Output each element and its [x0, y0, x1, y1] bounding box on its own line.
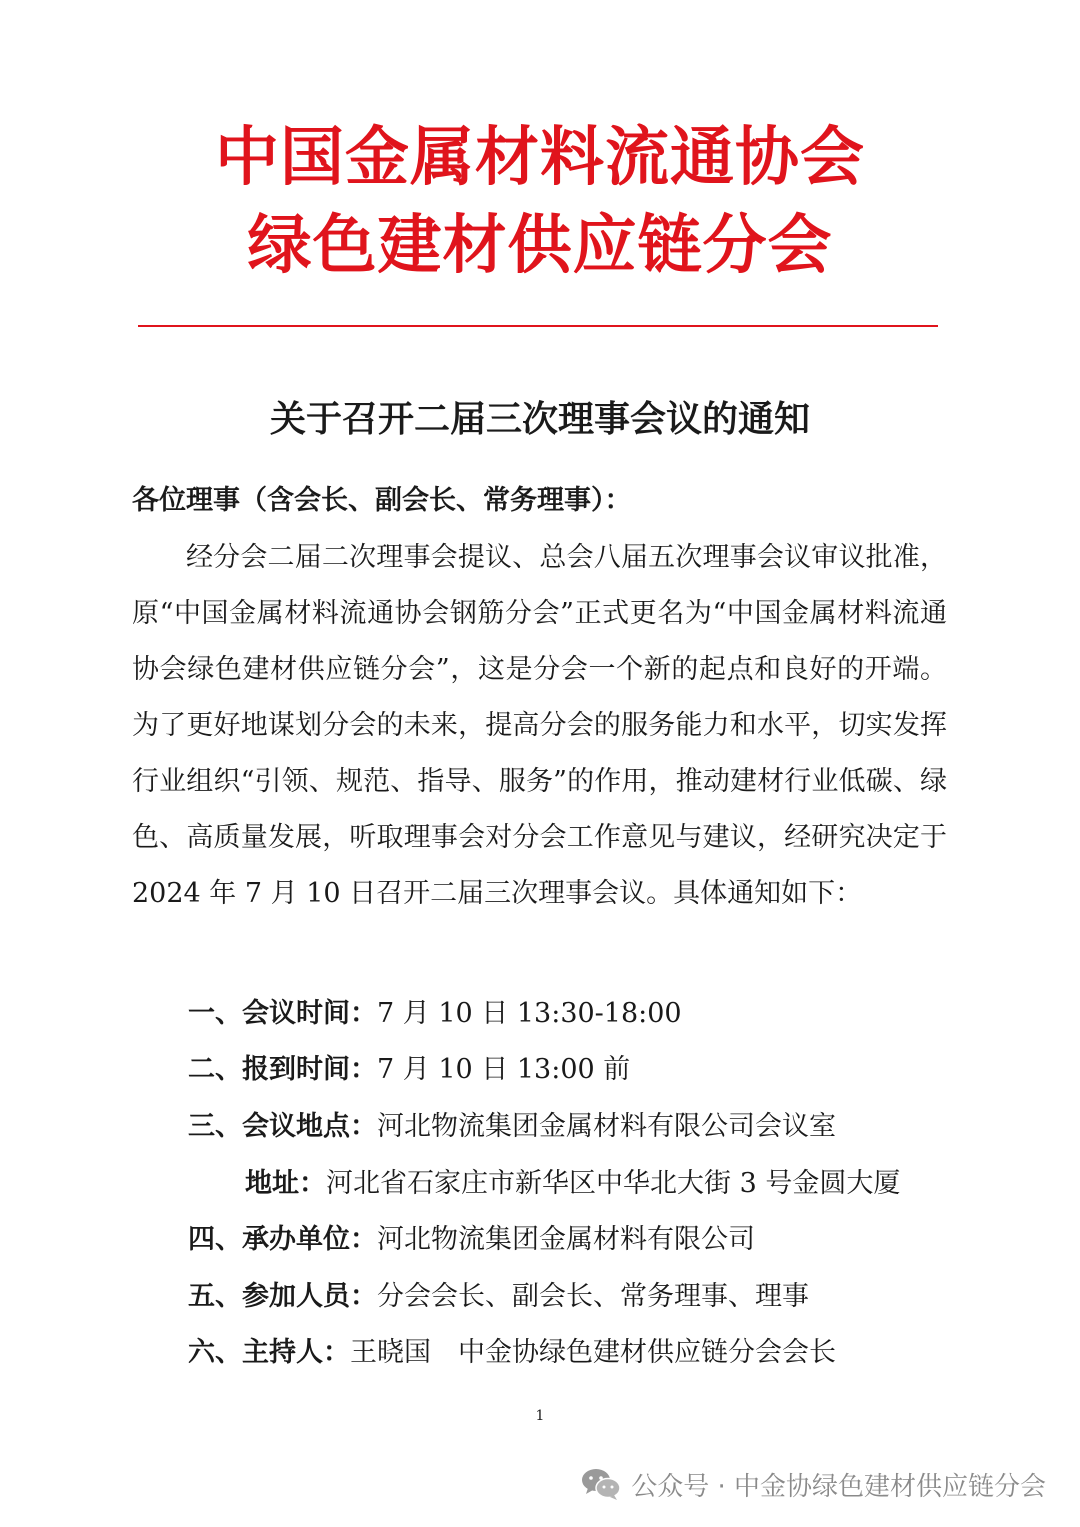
page-number: 1 [535, 1408, 545, 1424]
item-participants [188, 1277, 809, 1317]
item-value: 河北物流集团金属材料有限公司会议室 [377, 1111, 836, 1142]
body-paragraph: 经分会二届二次理事会提议、总会八届五次理事会议审议批准，原“中国金属材料流通协会钢筋分会”正式更名为“中国金属材料流通协会绿色建材供应链分会”，这是分会一个新的起点和良好的开端。为了更好地谋划分会的未来，提高分会的服务能力和水平，切实发挥行业组织“引领、规范、指导、服务”的作用，推动建材行业低碳、绿色、高质量发展，听取理事会对分会工作意见与建议，经研究决定于 2024 年 7 月 10 日召开二届三次理事会议。具体通知如下： [132, 542, 947, 909]
item-label: 二、报到时间： [188, 1054, 377, 1085]
item-label: 六、主持人： [188, 1337, 350, 1368]
wechat-watermark [581, 1462, 1046, 1506]
item-label: 五、参加人员： [188, 1281, 377, 1312]
item-value: 河北物流集团金属材料有限公司 [377, 1224, 755, 1255]
item-label: 一、会议时间： [188, 998, 377, 1029]
item-value: 分会会长、副会长、常务理事、理事 [377, 1281, 809, 1312]
item-value: 7 月 10 日 13:30-18:00 [377, 998, 682, 1029]
item-label: 三、会议地点： [188, 1111, 377, 1142]
watermark-text: 公众号 · 中金协绿色建材供应链分会 [631, 1471, 1046, 1502]
header-divider [138, 325, 938, 327]
document-title: 关于召开二届三次理事会议的通知 [269, 398, 810, 440]
item-meeting-time [188, 994, 682, 1034]
item-host-organization [188, 1220, 755, 1260]
item-value: 王晓国 中金协绿色建材供应链分会会长 [350, 1337, 836, 1368]
item-moderator [188, 1333, 836, 1373]
item-address [245, 1164, 900, 1204]
org-name-line1: 中国金属材料流通协会 [215, 121, 865, 195]
item-value: 7 月 10 日 13:00 前 [377, 1054, 631, 1085]
item-registration-time [188, 1050, 630, 1090]
salutation: 各位理事（含会长、副会长、常务理事）： [132, 485, 632, 516]
org-name-line2: 绿色建材供应链分会 [247, 209, 833, 283]
item-label: 地址： [245, 1168, 326, 1199]
item-label: 四、承办单位： [188, 1224, 377, 1255]
item-meeting-venue [188, 1107, 836, 1147]
wechat-icon [581, 1467, 621, 1501]
item-value: 河北省石家庄市新华区中华北大街 3 号金圆大厦 [326, 1168, 901, 1199]
